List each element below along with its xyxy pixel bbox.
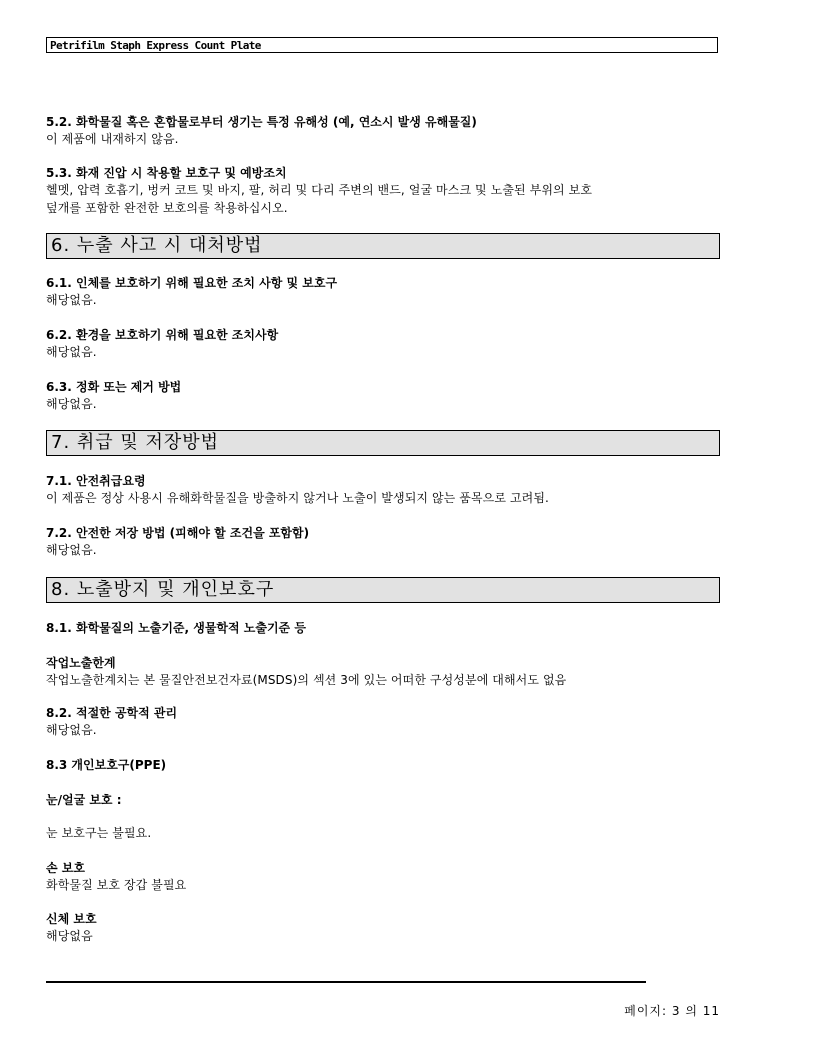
section-7-title: 7. 취급 및 저장방법 — [51, 432, 220, 453]
page-number: 페이지: 3 의 11 — [624, 1004, 720, 1018]
product-name: Petrifilm Staph Express Count Plate — [50, 39, 261, 52]
heading-7-1: 7.1. 안전취급요령 — [46, 474, 146, 488]
heading-5-2: 5.2. 화학물질 혹은 혼합물로부터 생기는 특정 유해성 (예, 연소시 발생 유해물질) — [46, 115, 477, 129]
text-6-1: 해당없음. — [46, 293, 97, 307]
text-eye-protection: 눈 보호구는 불필요. — [46, 826, 152, 840]
heading-6-2: 6.2. 환경을 보호하기 위해 필요한 조치사항 — [46, 328, 279, 342]
section-8-title: 8. 노출방지 및 개인보호구 — [51, 579, 275, 600]
text-5-3-line1: 헬멧, 압력 호흡기, 벙커 코트 및 바지, 팔, 허리 및 다리 주변의 밴드, 얼굴 마스크 및 노출된 부위의 보호 — [46, 183, 593, 197]
heading-hand-protection: 손 보호 — [46, 861, 85, 875]
text-hand-protection: 화학물질 보호 장갑 불필요 — [46, 878, 187, 892]
heading-8-1: 8.1. 화학물질의 노출기준, 생물학적 노출기준 등 — [46, 621, 306, 635]
section-6-title: 6. 누출 사고 시 대처방법 — [51, 235, 263, 256]
footer-divider — [46, 981, 646, 983]
document-header-box — [46, 37, 718, 53]
text-5-2: 이 제품에 내재하지 않음. — [46, 132, 179, 146]
section-8-header — [46, 577, 720, 603]
text-6-2: 해당없음. — [46, 345, 97, 359]
text-oel: 작업노출한계치는 본 물질안전보건자료(MSDS)의 섹션 3에 있는 어떠한 구성성분에 대해서도 없음 — [46, 673, 567, 687]
heading-8-2: 8.2. 적절한 공학적 관리 — [46, 706, 178, 720]
section-6-header — [46, 233, 720, 259]
text-8-2: 해당없음. — [46, 723, 97, 737]
text-5-3-line2: 덮개를 포함한 완전한 보호의를 착용하십시오. — [46, 201, 288, 215]
heading-oel: 작업노출한계 — [46, 656, 116, 670]
text-body-protection: 해당없음 — [46, 929, 93, 943]
heading-body-protection: 신체 보호 — [46, 912, 97, 926]
heading-6-3: 6.3. 정화 또는 제거 방법 — [46, 380, 182, 394]
heading-eye-protection: 눈/얼굴 보호 : — [46, 793, 122, 807]
text-7-2: 해당없음. — [46, 543, 97, 557]
section-7-header — [46, 430, 720, 456]
heading-7-2: 7.2. 안전한 저장 방법 (피해야 할 조건을 포함함) — [46, 526, 310, 540]
text-7-1: 이 제품은 정상 사용시 유해화학물질을 방출하지 않거나 노출이 발생되지 않는 품목으로 고려됨. — [46, 491, 549, 505]
text-6-3: 해당없음. — [46, 397, 97, 411]
heading-6-1: 6.1. 인체를 보호하기 위해 필요한 조치 사항 및 보호구 — [46, 276, 338, 290]
heading-5-3: 5.3. 화재 진압 시 착용할 보호구 및 예방조치 — [46, 166, 287, 180]
heading-8-3: 8.3 개인보호구(PPE) — [46, 758, 167, 772]
